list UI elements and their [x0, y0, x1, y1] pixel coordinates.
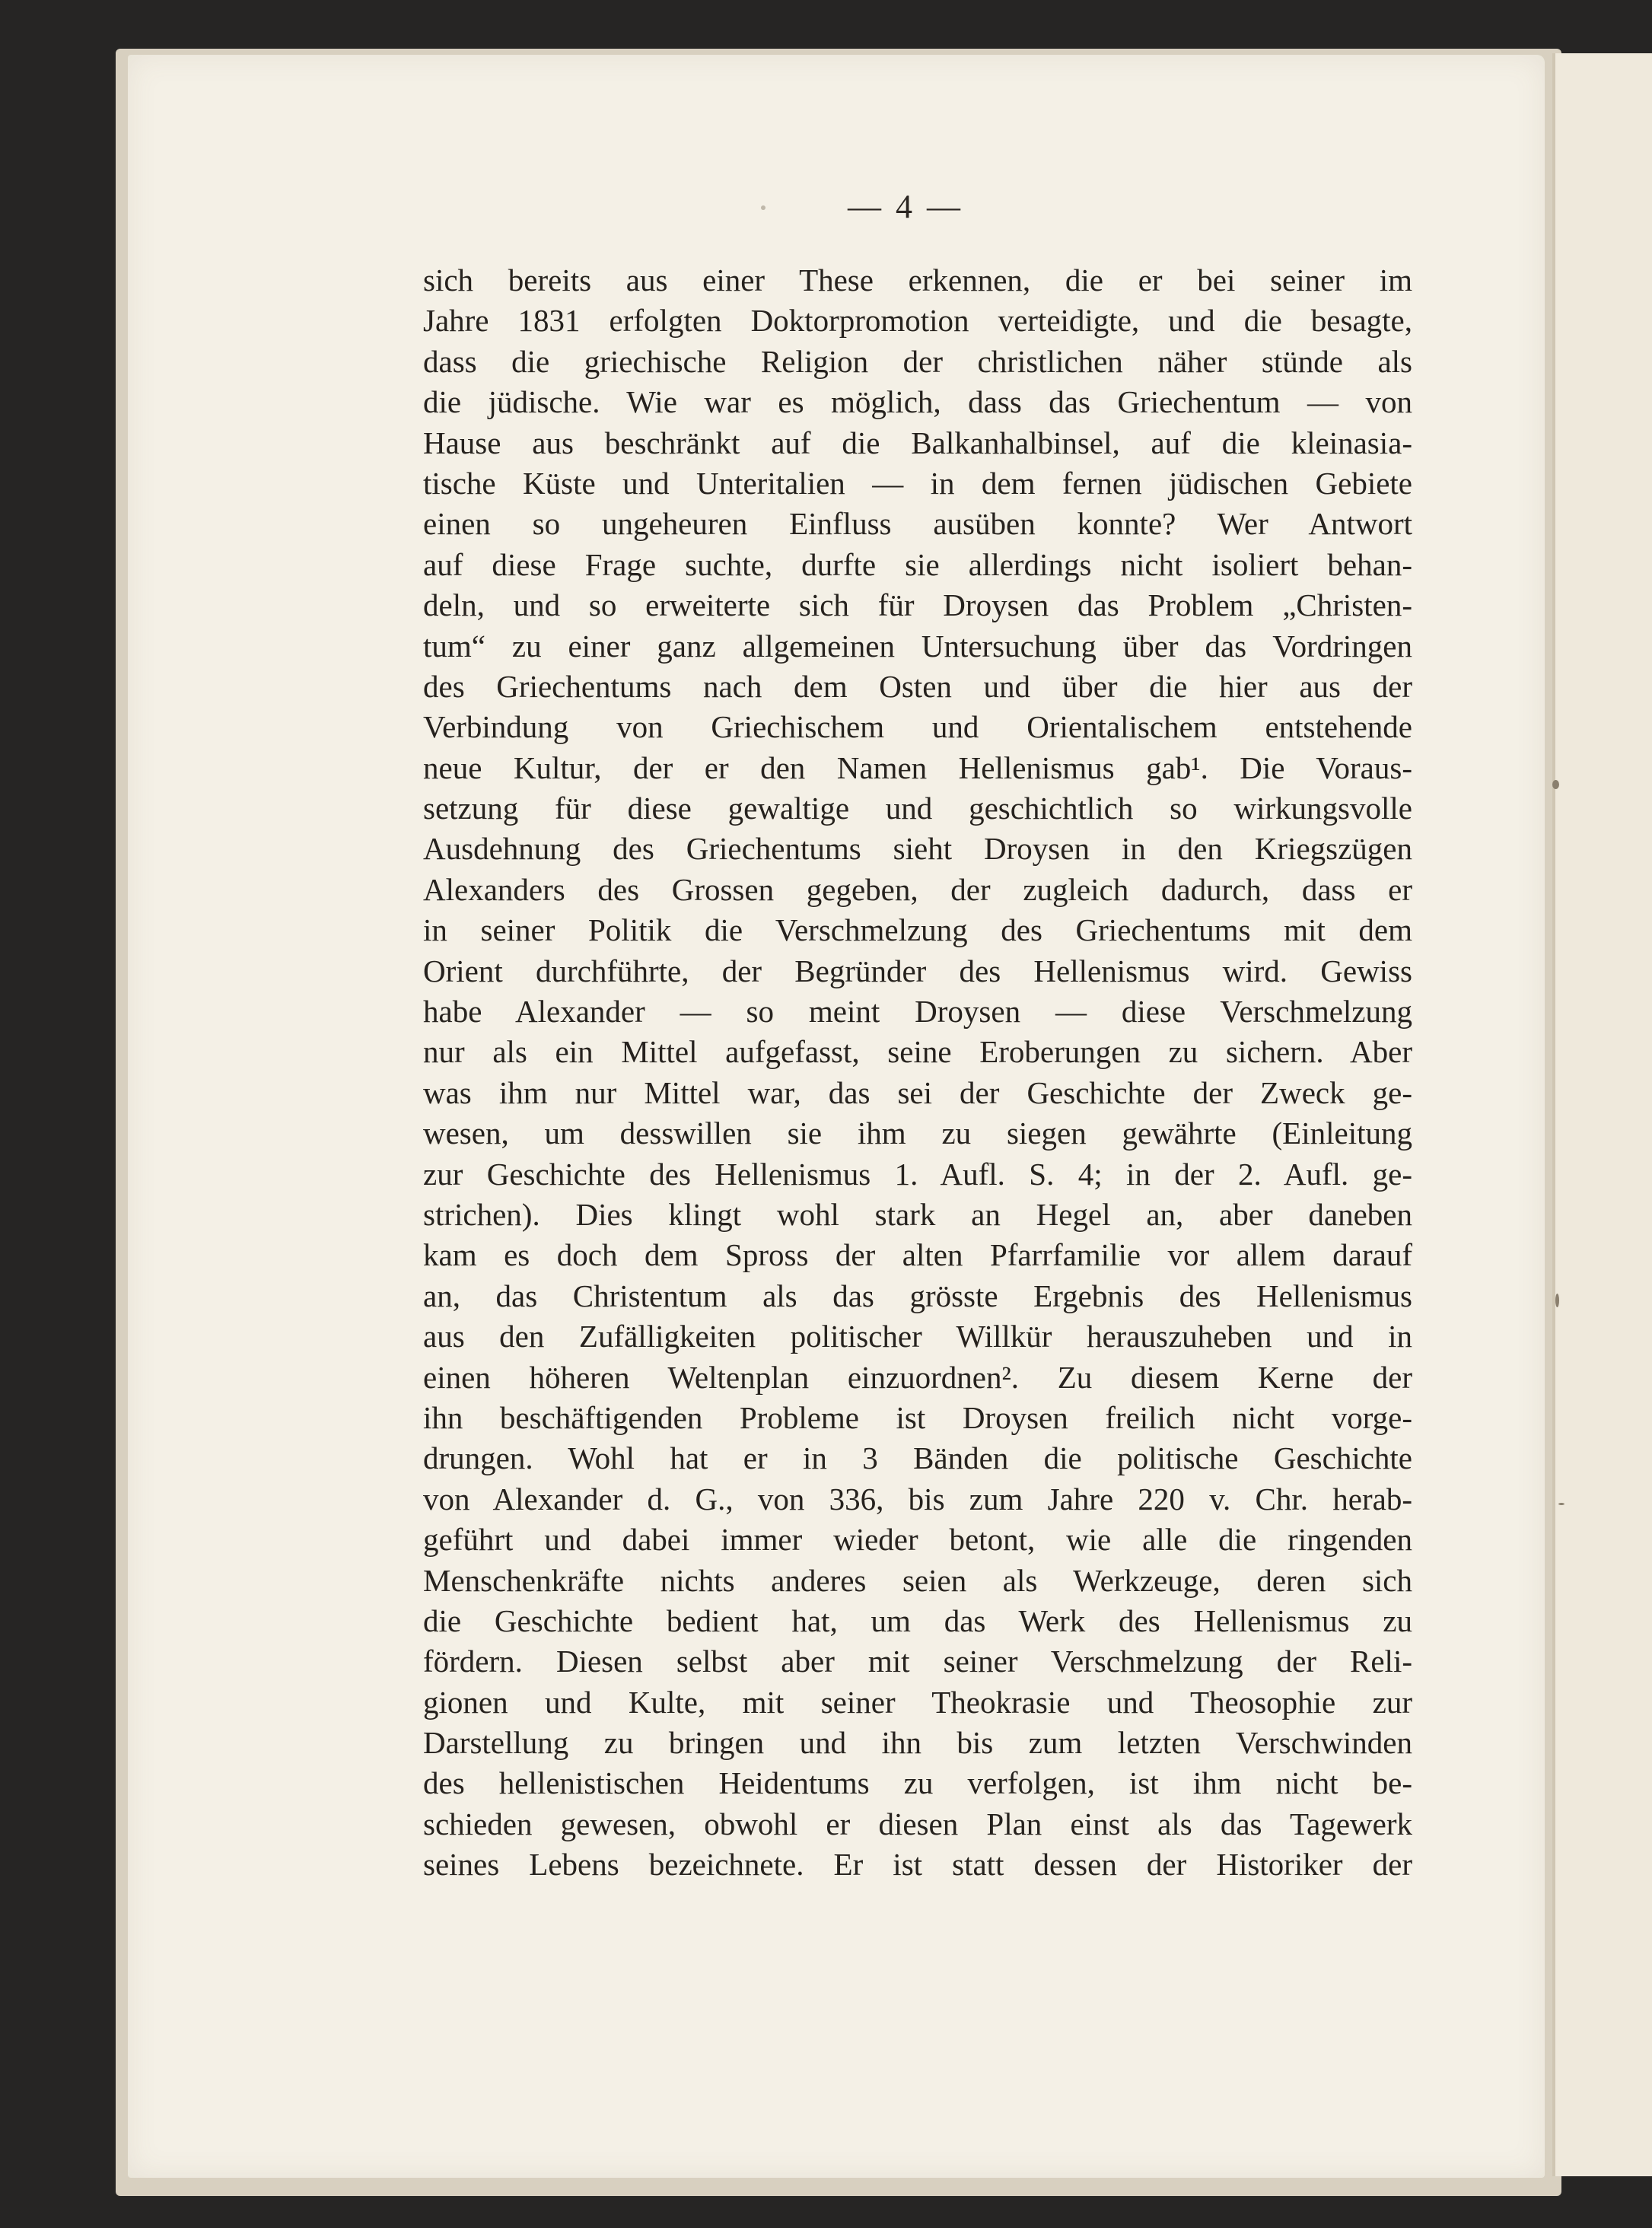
- text-line: zur Geschichte des Hellenismus 1. Aufl. S. 4; in der 2. Aufl. ge-: [423, 1156, 1412, 1192]
- paper-speck: [1558, 1503, 1564, 1505]
- text-line: schieden gewesen, obwohl er diesen Plan einst als das Tagewerk: [423, 1806, 1412, 1841]
- page-number: — 4 —: [848, 188, 963, 225]
- text-line: neue Kultur, der er den Namen Hellenismus gab¹. Die Voraus-: [423, 750, 1412, 785]
- text-line: seines Lebens bezeichnete. Er ist statt dessen der Historiker der: [423, 1847, 1412, 1883]
- text-line: gionen und Kulte, mit seiner Theokrasie und Theosophie zur: [423, 1684, 1412, 1720]
- text-line: des hellenistischen Heidentums zu verfolgen, ist ihm nicht be-: [423, 1765, 1412, 1801]
- text-line: Alexanders des Grossen gegeben, der zugleich dadurch, dass er: [423, 871, 1412, 907]
- text-line: fördern. Diesen selbst aber mit seiner Verschmelzung der Reli-: [423, 1644, 1412, 1679]
- text-line: habe Alexander — so meint Droysen — diese Verschmelzung: [423, 994, 1412, 1030]
- text-line: setzung für diese gewaltige und geschichtlich so wirkungsvolle: [423, 791, 1412, 826]
- paper-speck: [761, 205, 766, 210]
- text-line: einen höheren Weltenplan einzuordnen². Zu diesem Kerne der: [423, 1359, 1412, 1395]
- text-line: sich bereits aus einer These erkennen, die er bei seiner im: [423, 263, 1412, 298]
- text-line: Orient durchführte, der Begründer des Hellenismus wird. Gewiss: [423, 953, 1412, 988]
- text-line: geführt und dabei immer wieder betont, wie alle die ringenden: [423, 1522, 1412, 1558]
- text-line: deln, und so erweiterte sich für Droysen das Problem „Christen-: [423, 587, 1412, 623]
- text-line: die Geschichte bedient hat, um das Werk des Hellenismus zu: [423, 1603, 1412, 1638]
- text-line: tum“ zu einer ganz allgemeinen Untersuchung über das Vordringen: [423, 628, 1412, 664]
- text-line: die jüdische. Wie war es möglich, dass das Griechentum — von: [423, 384, 1412, 420]
- text-line: einen so ungeheuren Einfluss ausüben konnte? Wer Antwort: [423, 506, 1412, 542]
- text-line: Darstellung zu bringen und ihn bis zum letzten Verschwinden: [423, 1725, 1412, 1761]
- text-line: Jahre 1831 erfolgten Doktorpromotion verteidigte, und die besagte,: [423, 303, 1412, 339]
- text-line: drungen. Wohl hat er in 3 Bänden die politische Geschichte: [423, 1440, 1412, 1476]
- text-line: strichen). Dies klingt wohl stark an Hegel an, aber daneben: [423, 1196, 1412, 1232]
- text-line: Menschenkräfte nichts anderes seien als Werkzeuge, deren sich: [423, 1562, 1412, 1598]
- text-line: Hause aus beschränkt auf die Balkanhalbinsel, auf die kleinasia-: [423, 425, 1412, 460]
- text-line: in seiner Politik die Verschmelzung des Griechentums mit dem: [423, 912, 1412, 948]
- body-text: [423, 260, 1412, 1886]
- text-line: nur als ein Mittel aufgefasst, seine Eroberungen zu sichern. Aber: [423, 1034, 1412, 1070]
- text-line: auf diese Frage suchte, durfte sie allerdings nicht isoliert behan-: [423, 546, 1412, 582]
- text-line: aus den Zufälligkeiten politischer Willkür herauszuheben und in: [423, 1319, 1412, 1354]
- text-line: Verbindung von Griechischem und Orientalischem entstehende: [423, 709, 1412, 745]
- text-line: kam es doch dem Spross der alten Pfarrfamilie vor allem darauf: [423, 1237, 1412, 1273]
- text-line: wesen, um desswillen sie ihm zu siegen gewährte (Einleitung: [423, 1116, 1412, 1151]
- paper-speck: [1555, 1294, 1559, 1307]
- text-line: des Griechentums nach dem Osten und über die hier aus der: [423, 668, 1412, 704]
- text-line: tische Küste und Unteritalien — in dem fernen jüdischen Gebiete: [423, 465, 1412, 501]
- next-page-edge: [1552, 53, 1652, 2176]
- text-line: an, das Christentum als das grösste Ergebnis des Hellenismus: [423, 1278, 1412, 1313]
- text-line: ihn beschäftigenden Probleme ist Droysen freilich nicht vorge-: [423, 1399, 1412, 1435]
- text-line: dass die griechische Religion der christlichen näher stünde als: [423, 343, 1412, 379]
- text-line: was ihm nur Mittel war, das sei der Geschichte der Zweck ge-: [423, 1074, 1412, 1110]
- paper-speck: [1552, 780, 1559, 789]
- text-line: Ausdehnung des Griechentums sieht Droysen in den Kriegszügen: [423, 831, 1412, 867]
- text-line: von Alexander d. G., von 336, bis zum Jahre 220 v. Chr. herab-: [423, 1481, 1412, 1517]
